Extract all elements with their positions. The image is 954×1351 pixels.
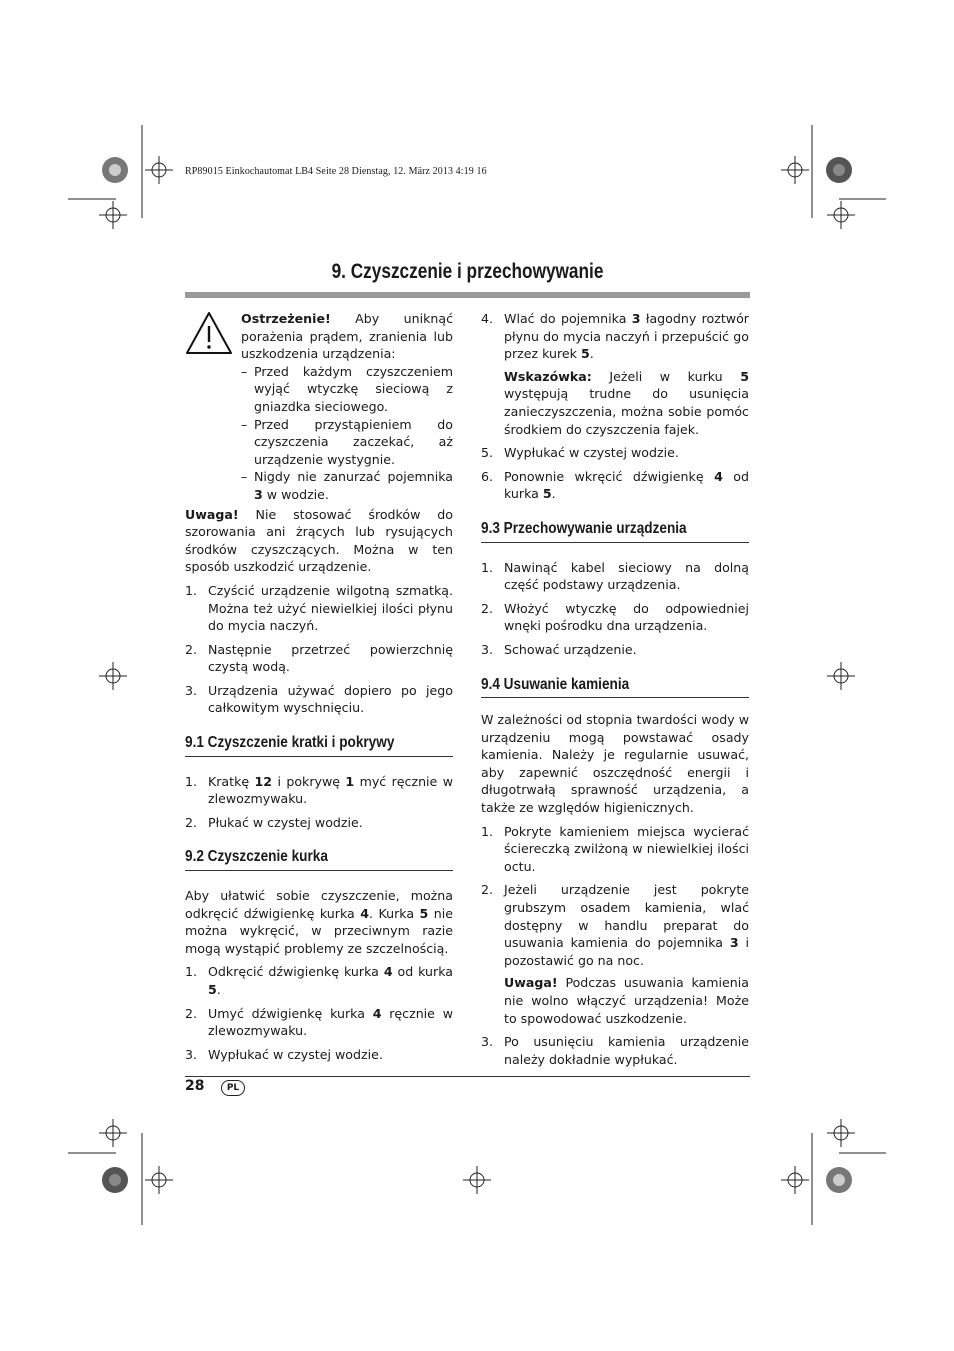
page-title: 9. Czyszczenie i przechowywanie [331, 260, 604, 283]
list-item: 1. Pokryte kamieniem miejsca wycierać ściereczką zwilżoną w niewielkiej ilości octu. [481, 823, 749, 874]
heading-rule [185, 870, 453, 871]
left-column [185, 310, 453, 1063]
list-item: 3. Urządzenia używać dopiero po jego całkowitym wyschnięciu. [185, 682, 453, 716]
caution-9-4: Uwaga! Podczas usuwania kamienia nie wolno włączyć urządzenia! Może to spowodować uszkodzenie. [504, 975, 749, 1026]
list-item: 3. Wypłukać w czystej wodzie. [185, 1046, 383, 1062]
hint-paragraph: Wskazówka: Jeżeli w kurku 5 występują trudne do usunięcia zanieczyszczenia, można sobie pomóc środkiem do czyszczenia fajek. [504, 368, 749, 437]
print-slug: RP89015 Einkochautomat LB4 Seite 28 Dienstag, 12. März 2013 4:19 16 [185, 166, 487, 177]
list-item: 3. Schować urządzenie. [481, 641, 637, 657]
list-item: 1. Kratkę 12 i pokrywę 1 myć ręcznie w zlewozmywaku. [185, 773, 453, 807]
list-item: 3. Po usunięciu kamienia urządzenie należy dokładnie wypłukać. [481, 1034, 749, 1067]
list-item: 2. Włożyć wtyczkę do odpowiedniej wnęki pośrodku dna urządzenia. [481, 600, 749, 634]
heading-9-4: 9.4 Usuwanie kamienia [481, 675, 630, 693]
warning-item-2: Przed przystąpieniem do czyszczenia zaczekać, aż urządzenie wystygnie. [254, 416, 453, 467]
footer-rule [185, 1076, 750, 1077]
heading-9-2: 9.2 Czyszczenie kurka [185, 848, 328, 866]
list-item: 2. Jeżeli urządzenie jest pokryte grubszym osadem kamienia, wlać dostępny w handlu preparat do usuwania kamienia do pojemnika 3 i pozostawić go na noc. [481, 882, 749, 968]
warning-text: Aby uniknąć porażenia prądem, zranienia lub uszkodzenia urządzenia: [241, 311, 453, 362]
warning-label: Ostrzeżenie! [241, 311, 331, 326]
heading-9-3: 9.3 Przechowywanie urządzenia [481, 519, 687, 537]
page-number: 28 [185, 1078, 205, 1094]
caution-paragraph: Uwaga! Nie stosować środków do szorowania ani żrących lub rysujących środków czyszczących. Można w ten sposób uszkodzić urządzenie. [185, 506, 453, 575]
list-item: 2. Umyć dźwigienkę kurka 4 ręcznie w zlewozmywaku. [185, 1005, 453, 1039]
warning-item-1: Przed każdym czyszczeniem wyjąć wtyczkę sieciową z gniazdka sieciowego. [254, 363, 453, 414]
list-item: 2. Płukać w czystej wodzie. [185, 814, 363, 830]
list-item: 6. Ponownie wkręcić dźwigienkę 4 od kurka 5. [481, 468, 750, 502]
list-item: 4. Wlać do pojemnika 3 łagodny roztwór płynu do mycia naczyń i przepuścić go przez kurek 5. [481, 311, 749, 362]
list-item: 5. Wypłukać w czystej wodzie. [481, 445, 679, 461]
list-item: 1. Nawinąć kabel sieciowy na dolną część podstawy urządzenia. [481, 559, 749, 593]
heading-rule [481, 697, 749, 698]
right-column [481, 310, 749, 1068]
heading-9-1: 9.1 Czyszczenie kratki i pokrywy [185, 734, 395, 752]
list-item: 1. Czyścić urządzenie wilgotną szmatką. Można też użyć niewielkiej ilości płynu do mycia naczyń. [185, 582, 453, 634]
warning-triangle-icon [185, 310, 241, 504]
list-item: 2. Następnie przetrzeć powierzchnię czystą wodą. [185, 641, 453, 675]
language-badge: PL [221, 1080, 245, 1096]
warning-block: Ostrzeżenie! Aby uniknąć porażenia prądem, zranienia lub uszkodzenia urządzenia: – Przed każdym czyszczeniem wyjąć wtyczkę sieciową z gniazdka sieciowego. – Przed przystąpieniem do czyszczenia zaczekać, aż urządzenie wystygnie. – Nigdy nie zanurzać pojemnika 3 w wodzie. [185, 310, 453, 504]
intro-9-2: Aby ułatwić sobie czyszczenie, można odkręcić dźwigienkę kurka 4. Kurka 5 nie można wykręcić, w przeciwnym razie mogą wystąpić problemy ze szczelnością. [185, 888, 454, 956]
title-bar [185, 292, 750, 298]
warning-item-3: Nigdy nie zanurzać pojemnika 3 w wodzie. [254, 469, 453, 502]
list-item: 1. Odkręcić dźwigienkę kurka 4 od kurka 5. [185, 964, 454, 997]
intro-9-4: W zależności od stopnia twardości wody w urządzeniu mogą powstawać osady kamienia. Należy je regularnie usuwać, aby zapewnić oszczędność energii i długotrwałą sprawność urządzenia, a także ze względów higienicznych. [481, 712, 749, 816]
